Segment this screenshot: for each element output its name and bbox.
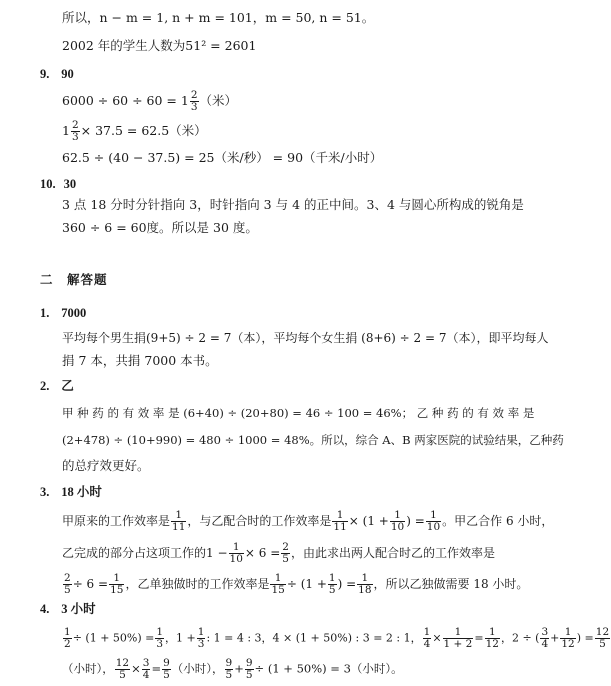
denominator: 5 [282, 553, 289, 565]
fraction [426, 510, 441, 533]
numerator: 3 [142, 657, 150, 669]
fraction [115, 658, 130, 681]
fraction [595, 627, 610, 650]
fraction [225, 658, 234, 681]
formula-text: （小时）， [171, 661, 224, 676]
denominator: 18 [358, 584, 372, 596]
numerator: 1 [357, 573, 372, 585]
section-heading: 二 解答题 [40, 272, 108, 287]
text-line: 3 点 18 分时分针指向 3，时针指向 3 与 4 的正中间。3、4 与圆心所构成的锐角是 [62, 197, 524, 212]
formula-line [62, 542, 495, 565]
fraction [560, 627, 575, 650]
answer-1-heading [40, 305, 86, 321]
formula-text: × (1 + [348, 514, 389, 528]
formula-text: （小时）， [62, 661, 114, 676]
question-answer: 30 [63, 177, 77, 191]
fraction [423, 627, 432, 650]
denominator: 10 [229, 553, 243, 565]
formula-text: ÷ (1 + 50%) = 3（小时）。 [254, 661, 403, 676]
fraction [71, 120, 80, 143]
formula-text: = [151, 661, 162, 676]
denominator: 3 [197, 638, 205, 650]
denominator: 3 [190, 101, 198, 113]
question-10-heading [40, 176, 76, 192]
question-answer: 18 小时 [61, 485, 102, 499]
fraction [63, 573, 72, 596]
formula-line [62, 658, 403, 681]
fraction [485, 627, 500, 650]
numerator: 1 [426, 510, 441, 522]
question-answer: 7000 [61, 306, 87, 320]
formula-text: 6000 ÷ 60 ÷ 60 = 1 [62, 93, 189, 108]
answer-4-heading [40, 601, 96, 617]
text-line: 甲 种 药 的 有 效 率 是 (6+40) ÷ (20+80) = 46 ÷ 100 = 46%； 乙 种 药 的 有 效 率 是 [62, 406, 535, 420]
numerator: 1 [560, 627, 575, 639]
numerator: 12 [115, 657, 130, 669]
fraction [190, 90, 199, 113]
text-line: (2+478) ÷ (10+990) = 480 ÷ 1000 = 48%。所以，综合 A、B 两家医院的试验结果，乙种药 [62, 433, 564, 447]
numerator: 2 [71, 119, 79, 131]
denominator: 15 [271, 584, 285, 596]
numerator: 1 [328, 572, 336, 584]
denominator: 12 [485, 638, 499, 650]
numerator: 1 [390, 510, 405, 522]
formula-text: ÷ (1 + [286, 577, 327, 591]
denominator: 4 [541, 638, 549, 650]
denominator: 5 [163, 669, 170, 681]
text-line: 360 ÷ 6 = 60度。所以是 30 度。 [62, 220, 258, 235]
formula-line: 62.5 ÷ (40 − 37.5) = 25（米/秒） = 90（千米/小时） [62, 150, 383, 165]
formula-line [62, 120, 207, 143]
answer-2-heading [40, 378, 74, 394]
numerator: 1 [171, 510, 186, 522]
fraction [281, 542, 290, 565]
denominator: 11 [333, 521, 347, 533]
denominator: 15 [110, 584, 124, 596]
denominator: 11 [172, 521, 186, 533]
numerator: 9 [245, 657, 253, 669]
formula-line [62, 627, 611, 650]
denominator: 4 [423, 638, 431, 650]
answer-3-heading [40, 484, 102, 500]
question-number: 9. [40, 67, 50, 81]
question-number: 3. [40, 485, 50, 499]
numerator: 1 [156, 626, 164, 638]
denominator: 5 [599, 638, 606, 650]
fraction [197, 627, 206, 650]
formula-text: 甲原来的工作效率是 [62, 514, 171, 528]
numerator: 2 [64, 572, 71, 584]
denominator: 1 + 2 [443, 638, 473, 650]
question-number: 4. [40, 602, 50, 616]
denominator: 10 [390, 521, 405, 533]
question-number: 10. [40, 177, 56, 191]
numerator: 1 [109, 573, 124, 585]
denominator: 3 [71, 131, 79, 143]
formula-text: × 37.5 = 62.5（米） [80, 123, 207, 138]
denominator: 5 [64, 584, 71, 596]
fraction [390, 510, 405, 533]
text-line: 所以，n − m = 1, n + m = 101，m = 50, n = 51。 [62, 10, 375, 25]
formula-text: 乙完成的部分占这项工作的1 − [62, 546, 228, 560]
fraction [171, 510, 186, 533]
denominator: 12 [561, 638, 575, 650]
formula-text: × [432, 631, 442, 645]
fraction [357, 573, 372, 596]
numerator: 1 [229, 542, 244, 554]
formula-text: ，乙单独做时的工作效率是 [125, 577, 270, 591]
denominator: 3 [156, 638, 164, 650]
numerator: 1 [423, 626, 431, 638]
fraction [328, 573, 337, 596]
denominator: 10 [426, 521, 441, 533]
numerator: 9 [225, 657, 233, 669]
question-answer: 90 [61, 67, 74, 81]
formula-text: ，1 + [165, 631, 196, 645]
formula-line [62, 510, 553, 533]
question-number: 2. [40, 379, 50, 393]
denominator: 5 [225, 669, 233, 681]
question-9-heading [40, 66, 74, 82]
fraction [332, 510, 347, 533]
formula-text: ) = [576, 631, 594, 645]
question-answer: 3 小时 [61, 602, 96, 616]
numerator: 1 [443, 627, 474, 639]
question-answer: 乙 [61, 379, 74, 393]
numerator: 1 [332, 510, 347, 522]
formula-text: ，由此求出两人配合时乙的工作效率是 [290, 546, 495, 560]
fraction [245, 658, 254, 681]
numerator: 2 [190, 89, 198, 101]
formula-text: = [474, 631, 484, 645]
fraction [270, 573, 285, 596]
formula-text: ÷ (1 + 50%) = [72, 631, 155, 645]
formula-text: 。甲乙合作 6 小时， [442, 514, 554, 528]
fraction [443, 627, 474, 650]
fraction [109, 573, 124, 596]
fraction [540, 627, 549, 650]
formula-text: × [131, 661, 141, 676]
formula-text: : 1 = 4 : 3，4 × (1 + 50%) : 3 = 2 : 1， [206, 631, 422, 645]
formula-text: ，所以乙独做需要 18 小时。 [373, 577, 529, 591]
fraction [63, 627, 72, 650]
formula-line [62, 573, 528, 596]
denominator: 5 [328, 584, 336, 596]
formula-text: + [550, 631, 560, 645]
numerator: 1 [270, 573, 285, 585]
denominator: 2 [64, 638, 71, 650]
unit-text: （米） [199, 93, 238, 108]
denominator: 5 [245, 669, 253, 681]
fraction [229, 542, 244, 565]
formula-text: 1 [62, 123, 70, 138]
numerator: 1 [197, 626, 205, 638]
text-line: 2002 年的学生人数为51² = 2601 [62, 38, 257, 53]
numerator: 1 [64, 626, 71, 638]
denominator: 5 [119, 669, 126, 681]
formula-line [62, 90, 237, 113]
fraction [155, 627, 164, 650]
numerator: 1 [485, 627, 500, 639]
formula-text: × 6 = [244, 546, 281, 560]
formula-text: ) = [337, 577, 357, 591]
question-number: 1. [40, 306, 50, 320]
numerator: 9 [163, 657, 170, 669]
text-line: 捐 7 本，共捐 7000 本书。 [62, 353, 218, 368]
numerator: 12 [595, 626, 610, 638]
formula-text: ) = [406, 514, 425, 528]
numerator: 3 [541, 626, 549, 638]
text-line: 的总疗效更好。 [62, 458, 150, 473]
fraction [142, 658, 151, 681]
denominator: 4 [142, 669, 150, 681]
formula-text: ÷ 6 = [72, 577, 109, 591]
formula-text: ，与乙配合时的工作效率是 [187, 514, 332, 528]
formula-text: ，2 ÷ ( [500, 631, 540, 645]
formula-text: + [234, 661, 244, 676]
text-line: 平均每个男生捐(9+5) ÷ 2 = 7（本），平均每个女生捐 (8+6) ÷ 2 = 7（本），即平均每人 [62, 331, 549, 345]
fraction [162, 658, 171, 681]
numerator: 2 [282, 541, 289, 553]
